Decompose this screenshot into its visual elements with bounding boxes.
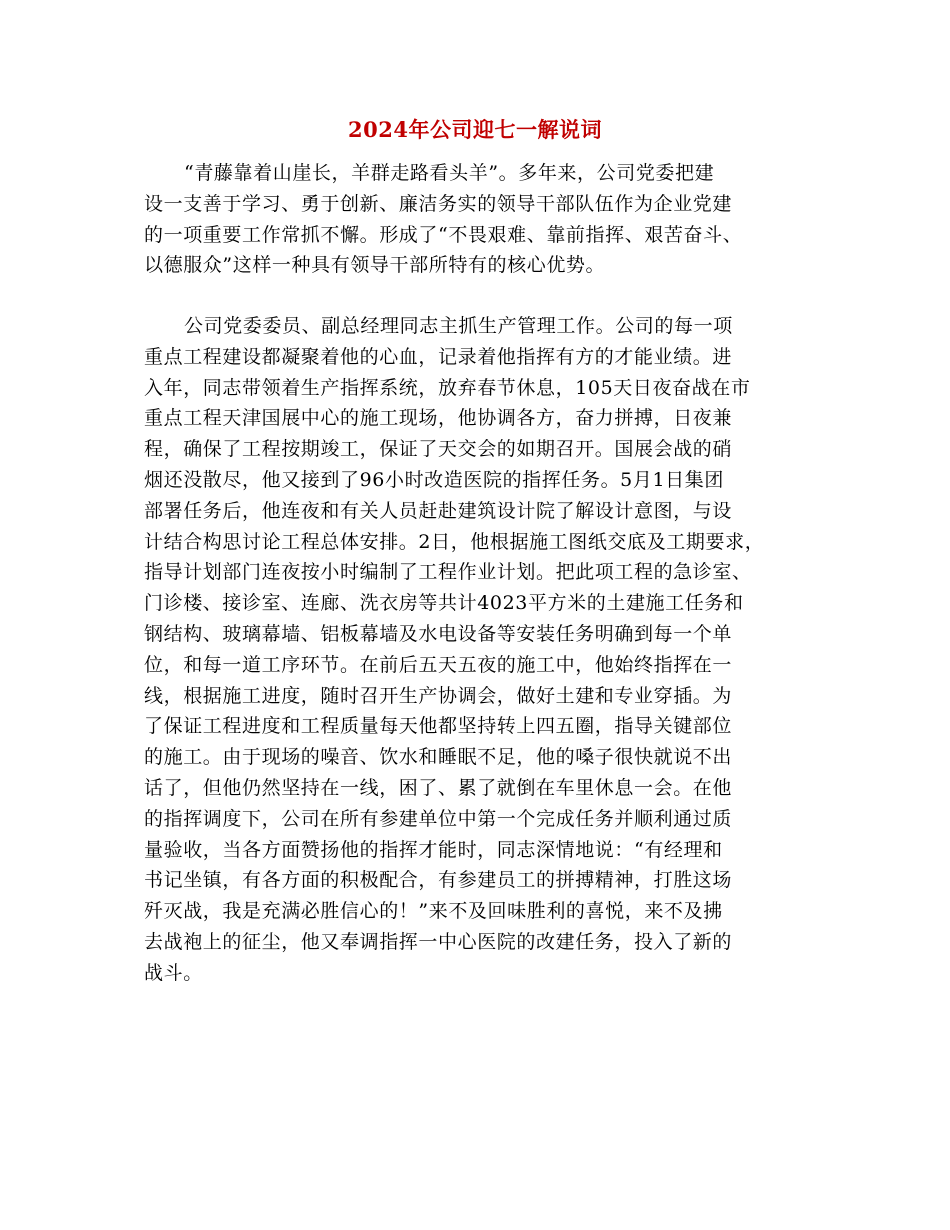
text-line: 门诊楼、接诊室、连廊、洗衣房等共计4023平方米的土建施工任务和 <box>144 592 744 615</box>
text-line: 重点工程天津国展中心的施工现场，他协调各方，奋力拼搏，日夜兼 <box>144 407 733 430</box>
text-line: 话了，但他仍然坚持在一线，困了、累了就倒在车里休息一会。在他 <box>144 776 733 799</box>
text-line: 战斗。 <box>144 961 203 984</box>
text-line: 部署任务后，他连夜和有关人员赶赴建筑设计院了解设计意图，与设 <box>144 499 733 522</box>
text-line: 公司党委委员、副总经理同志主抓生产管理工作。公司的每一项 <box>184 315 733 337</box>
text-line: 量验收，当各方面赞扬他的指挥才能时，同志深情地说：“有经理和 <box>144 838 723 861</box>
text-line: 书记坐镇，有各方面的积极配合，有参建员工的拼搏精神，打胜这场 <box>144 869 733 892</box>
document-title: 2024年公司迎七一解说词 <box>348 117 602 142</box>
text-line: 位，和每一道工序环节。在前后五天五夜的施工中，他始终指挥在一 <box>144 653 733 676</box>
text-line: 以德服众”这样一种具有领导干部所特有的核心优势。 <box>144 254 606 277</box>
text-line: 的一项重要工作常抓不懈。形成了“不畏艰难、靠前指挥、艰苦奋斗、 <box>144 223 743 246</box>
text-line: 歼灭战，我是充满必胜信心的！”来不及回味胜利的喜悦，来不及拂 <box>144 900 723 923</box>
text-line: 程，确保了工程按期竣工，保证了天交会的如期召开。国展会战的硝 <box>144 438 733 461</box>
text-line: 线，根据施工进度，随时召开生产协调会，做好土建和专业穿插。为 <box>144 684 733 707</box>
text-line: 重点工程建设都凝聚着他的心血，记录着他指挥有方的才能业绩。进 <box>144 345 733 368</box>
text-line: 计结合构思讨论工程总体安排。2日，他根据施工图纸交底及工期要求， <box>144 530 765 553</box>
text-line: 设一支善于学习、勇于创新、廉洁务实的领导干部队伍作为企业党建 <box>144 192 733 215</box>
paragraph-2 <box>144 311 824 989</box>
text-line: 钢结构、玻璃幕墙、铝板幕墙及水电设备等安装任务明确到每一个单 <box>144 622 733 645</box>
text-line: 了保证工程进度和工程质量每天他都坚持转上四五圈，指导关键部位 <box>144 715 733 738</box>
text-line: 去战袍上的征尘，他又奉调指挥一中心医院的改建任务，投入了新的 <box>144 930 733 953</box>
text-line: 入年，同志带领着生产指挥系统，放弃春节休息，105天日夜奋战在市 <box>144 376 751 399</box>
text-line: “青藤靠着山崖长，羊群走路看头羊”。多年来，公司党委把建 <box>184 162 715 184</box>
text-line: 的指挥调度下，公司在所有参建单位中第一个完成任务并顺利通过质 <box>144 807 733 830</box>
text-line: 指导计划部门连夜按小时编制了工程作业计划。把此项工程的急诊室、 <box>144 561 752 584</box>
text-line: 的施工。由于现场的噪音、饮水和睡眠不足，他的嗓子很快就说不出 <box>144 746 733 769</box>
text-line: 烟还没散尽，他又接到了96小时改造医院的指挥任务。5月1日集团 <box>144 468 724 491</box>
paragraph-1 <box>144 158 824 281</box>
